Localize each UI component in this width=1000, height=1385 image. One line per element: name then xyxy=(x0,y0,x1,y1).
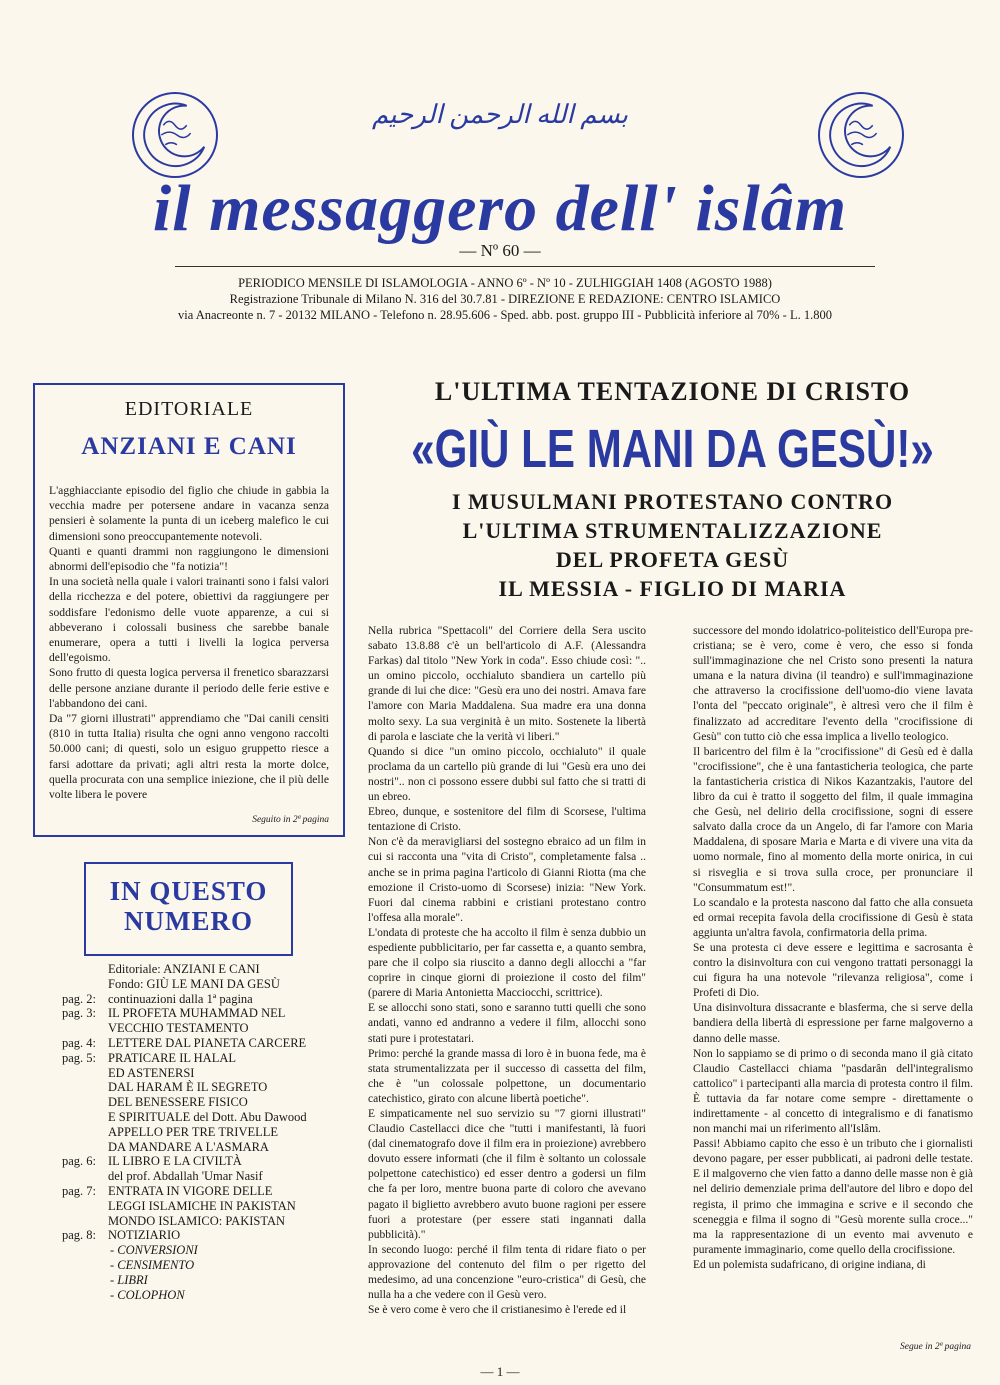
toc-page-ref: pag. 6: xyxy=(62,1154,97,1169)
article-headline: «GIÙ LE MANI DA GESÙ!» xyxy=(411,419,934,479)
toc-row xyxy=(62,992,347,1007)
toc-item: PRATICARE IL HALAL xyxy=(108,1050,237,1065)
toc-page-ref: pag. 5: xyxy=(62,1050,97,1065)
toc-item: VECCHIO TESTAMENTO xyxy=(108,1021,249,1036)
toc-page-ref xyxy=(62,977,108,992)
toc-page-ref xyxy=(62,1080,108,1095)
publication-info xyxy=(160,275,850,323)
subheadline-line: I MUSULMANI PROTESTANO CONTRO xyxy=(451,489,894,514)
toc-row xyxy=(62,1214,347,1229)
toc-page-ref: pag. 2: xyxy=(62,991,97,1006)
editorial-label: EDITORIALE xyxy=(124,398,254,420)
pub-info-line: via Anacreonte n. 7 - 20132 MILANO - Telefono n. 28.95.606 - Sped. abb. post. gruppo III - Pubblicità inferiore al 70% - L. 1.800 xyxy=(178,308,832,322)
toc-item: APPELLO PER TRE TRIVELLE xyxy=(108,1124,279,1139)
editorial-paragraph: Quanti e quanti drammi non raggiungono le dimensioni abnormi dell'episodio che "fa notizia"! xyxy=(49,544,329,574)
toc-item: DEL BENESSERE FISICO xyxy=(108,1095,248,1110)
toc-item: del prof. Abdallah 'Umar Nasif xyxy=(108,1169,263,1184)
article-paragraph: Non c'è da meravigliarsi del sostegno ebraico ad un film in cui si racconta una "vita di Cristo", completamente falsa .. anche se in prima pagina l'articolo di Gianni Riotta (ma che emozione il Cristo-uomo di Scorsese) inizia: "New York. Fuori dal cinema rabbini e cristiani protestano contro l'offesa alla morale". xyxy=(368,836,646,924)
article-continued: Segue in 2ª pagina xyxy=(900,1342,971,1352)
article-paragraph: Primo: perché la grande massa di loro è in buona fede, ma è stata strumentalizzata per il successo di cassetta del film, che è "un colossale polpettone, un documentario catechistico, girato con alcune libertà poetiche". xyxy=(368,1047,646,1105)
toc-row xyxy=(62,1243,347,1258)
toc-row xyxy=(62,1021,347,1036)
toc-row xyxy=(62,1066,347,1081)
toc-title-line: NUMERO xyxy=(124,906,253,936)
toc-item: - COLOPHON xyxy=(110,1287,185,1302)
toc-title-line: IN QUESTO xyxy=(109,876,268,906)
toc-row xyxy=(62,1154,347,1169)
article-paragraph: Non lo sappiamo se di primo o di seconda mano il già citato Claudio Castellacci chiama "pasdarân dell'integralismo cattolico" i partecipanti alla marcia di protesta contro il film. È tuttavia da far notare come sempre - direttamente o indirettamente - al concetto di integralismo e di fanatismo non manchi mai un riferimento all'Islâm. xyxy=(693,1047,973,1136)
toc-page-ref xyxy=(62,1214,108,1229)
toc-row xyxy=(62,1095,347,1110)
toc-item: LEGGI ISLAMICHE IN PAKISTAN xyxy=(108,1198,296,1213)
toc-item: - CONVERSIONI xyxy=(110,1243,198,1258)
toc-row xyxy=(62,1110,347,1125)
masthead-rule xyxy=(175,266,875,267)
toc-row xyxy=(62,1006,347,1021)
pub-info-line: PERIODICO MENSILE DI ISLAMOLOGIA - ANNO 6º - Nº 10 - ZULHIGGIAH 1408 (AGOSTO 1988) xyxy=(238,276,772,290)
article-paragraph: Una disinvoltura dissacrante e blasferma, che si serve della bandiera della libertà di espressione per farne malgoverno a danno delle masse. xyxy=(693,1002,973,1045)
article-kicker: L'ULTIMA TENTAZIONE DI CRISTO xyxy=(434,377,911,406)
toc-item: Fondo: GIÙ LE MANI DA GESÙ xyxy=(108,976,280,991)
article-paragraph: Quando si dice "un omino piccolo, occhialuto" il quale proclama da un cartello più grande di lui "Gesù era uno dei nostri".. non ci possono essere dubbi sul fatto che si tratti di un ebreo. xyxy=(368,745,646,804)
toc-title xyxy=(86,876,291,936)
pub-info-line: Registrazione Tribunale di Milano N. 316 del 30.7.81 - DIREZIONE E REDAZIONE: CENTRO ISLAMICO xyxy=(229,292,781,306)
article-paragraph: Il baricentro del film è la "crocifissione" di Gesù ed è dalla "crocifissione", che è una fantasticheria teologica, che parte la fantasticheria cristica di Nikos Kazantzakis, l'autore del libro da cui è tratto il soggetto del film, il quale immagina che Gesù, nel delirio della crocifissione, sogni di essere salvato dalla croce da un Angelo, di far l'amore con Maria Maddalena, di sposare Maria e Marta e di vivere una vita da uomo normale, fino al momento della morte onirica, in cui si risveglia e si trova sulla croce, per pronunciare il "Consummatum est!". xyxy=(693,745,973,894)
article-paragraph: Se una protesta ci deve essere e legittima e sacrosanta è contro la disinvoltura con cui vengono trattati personaggi la cui figura ha una notevole "rilevanza religiosa", come i Profeti di Dio. xyxy=(693,941,973,1000)
article-subheadline xyxy=(365,487,980,603)
toc-item: continuazioni dalla 1ª pagina xyxy=(108,991,253,1006)
editorial-paragraph: L'agghiacciante episodio del figlio che chiude in gabbia la vecchia madre per potersene andare in vacanza senza pensieri è solamente la punta di un iceberg malefico le cui dimensioni sono preoccupantemente notevoli. xyxy=(49,484,329,543)
toc-item: NOTIZIARIO xyxy=(108,1228,181,1243)
toc-row xyxy=(62,1199,347,1214)
toc-page-ref: pag. 4: xyxy=(62,1035,97,1050)
article-paragraph: Ed un polemista sudafricano, di origine indiana, di xyxy=(693,1258,926,1271)
editorial-paragraph: Sono frutto di questa logica perversa il frenetico sbarazzarsi delle persone anziane durante il periodo delle ferie estive e l'abbandono dei cani. xyxy=(49,666,329,710)
toc-page-ref: pag. 8: xyxy=(62,1228,97,1243)
article-paragraph: E simpaticamente nel suo servizio su "7 giorni illustrati" Claudio Castellacci dice che "tutti i manifestanti, là fuori (dal cinematografo dove il film era in proiezione) avrebbero dovuto essere informati (che il film è soltanto un colossale polpettone catechistico) ed esser dentro a godersi un film che fa per loro, mentre buona parte di coloro che avevano pagato il biglietto avrebbero avuto buone ragioni per essere fuori a protestare (per essere stati ingannati dalla pubblicità)." xyxy=(368,1108,646,1241)
article-paragraph: Lo scandalo e la protesta nascono dal fatto che alla consueta ed ormai recepita favola della crocifissione di Gesù è stata aggiunta un'altra favola, confirmatoria della prima. xyxy=(693,896,973,939)
toc-row xyxy=(62,1080,347,1095)
toc-item: - CENSIMENTO xyxy=(110,1257,195,1272)
masthead-title: il messaggero dell' islâm xyxy=(152,172,848,245)
article-paragraph: Passi! Abbiamo capito che esso è un tributo che i giornalisti devono pagare, per esser pubblicati, ai padroni delle testate. E il malgoverno che vien fatto a danno delle masse non è già nel delirio demenziale prima dell'autore del libro e dopo del regista, il primo che immagina e scrive e il secondo che sceneggia e filma il sogno di "Gesù morente sulla croce..." ma la rappresentazione di un evento mai avvenuto e puramente immaginario, come quello della crocifissione. xyxy=(693,1138,973,1256)
toc-page-ref xyxy=(62,1140,108,1155)
editorial-paragraph: Da "7 giorni illustrati" apprendiamo che "Dai canili censiti (810 in tutta Italia) risulta che ogni anno vengono raccolti 50.000 cani; di questi, solo un esiguo gruppetto riesce a farsi adottare da privati; agli altri resta la morte dolce, quella procurata con una semplice iniezione, che il più delle volte libera le povere xyxy=(49,712,329,802)
article-paragraph: In secondo luogo: perché il film tenta di ridare fiato o per approvazione del contenuto del film o per rigetto del medesimo, ad una concenzione "euro-cristica" di Gesù, che nulla ha a che vedere con il Gesù vero. xyxy=(368,1243,646,1302)
toc-item: IL LIBRO E LA CIVILTÀ xyxy=(108,1154,242,1169)
page-number: — 1 — xyxy=(480,1364,520,1379)
toc-item: Editoriale: ANZIANI E CANI xyxy=(108,962,260,976)
toc-item: ED ASTENERSI xyxy=(108,1065,195,1080)
toc-item: E SPIRITUALE del Dott. Abu Dawood xyxy=(108,1109,307,1124)
toc-item: - LIBRI xyxy=(110,1272,148,1287)
subheadline-line: DEL PROFETA GESÙ xyxy=(555,547,790,572)
toc-page-ref xyxy=(62,1243,108,1258)
article-column-1 xyxy=(368,624,646,1318)
toc-page-ref xyxy=(62,1125,108,1140)
editorial-box xyxy=(33,383,345,837)
toc-page-ref xyxy=(62,1021,108,1036)
toc-page-ref xyxy=(62,1095,108,1110)
toc-box xyxy=(84,862,293,956)
toc-row xyxy=(62,1051,347,1066)
toc-list xyxy=(62,962,347,1302)
toc-row xyxy=(62,1140,347,1155)
toc-row xyxy=(62,1169,347,1184)
article-paragraph: L'ondata di proteste che ha accolto il film è senza dubbio un espediente pubblicitario, per far cassetta e, a quanto sembra, pare che il colpo sia riuscito a danno degli allocchi a "far coprire in cinque giorni di proiezione il costo del film" (parere di Maria Antonietta Macciocchi, scrittrice). xyxy=(368,926,646,1000)
toc-item: MONDO ISLAMICO: PAKISTAN xyxy=(108,1213,286,1228)
toc-row xyxy=(62,1258,347,1273)
toc-row xyxy=(62,962,347,977)
subheadline-line: IL MESSIA - FIGLIO DI MARIA xyxy=(498,576,847,601)
issue-number: — Nº 60 — xyxy=(459,241,541,260)
toc-row xyxy=(62,1228,347,1243)
toc-row xyxy=(62,1273,347,1288)
article-paragraph: Ebreo, dunque, e sostenitore del film di Scorsese, l'ultima tentazione di Cristo. xyxy=(368,806,646,834)
editorial-continued: Seguito in 2ª pagina xyxy=(252,815,329,825)
toc-item: LETTERE DAL PIANETA CARCERE xyxy=(108,1035,307,1050)
subheadline-line: L'ULTIMA STRUMENTALIZZAZIONE xyxy=(462,518,883,543)
article-paragraph: Nella rubrica "Spettacoli" del Corriere della Sera uscito sabato 13.8.88 c'è un bell'articolo di A.F. (Alessandra Farkas) dal titolo "New York in coda". Esso chiude così: ".. un omino piccolo, occhialuto sbandiera un cartello più grande di lui che dice: "Gesù era uno dei nostri. Amava fare l'amore con Maria Maddalena. Sua madre era una donna molto sexy. La sua verginità è un mito. Sostenete la libertà di parola e lasciate che la verità vi liberi." xyxy=(368,625,646,743)
toc-row xyxy=(62,977,347,992)
toc-row xyxy=(62,1125,347,1140)
toc-page-ref: pag. 3: xyxy=(62,1006,97,1021)
toc-item: DA MANDARE A L'ASMARA xyxy=(108,1139,269,1154)
toc-row xyxy=(62,1288,347,1303)
editorial-paragraph: In una società nella quale i valori trainanti sono i falsi valori della ricchezza e del potere, obiettivi da raggiungere per soddisfare l'edonismo delle vuote apparenze, a cui si abbeverano i colossali business che sarebbe banale enumerare, opera a tutti i livelli la logica perversa dell'egoismo. xyxy=(49,575,329,665)
basmala: بسم الله الرحمن الرحيم xyxy=(371,100,629,129)
toc-page-ref: pag. 7: xyxy=(62,1183,97,1198)
toc-page-ref xyxy=(62,1273,108,1288)
toc-item: ENTRATA IN VIGORE DELLE xyxy=(108,1183,273,1198)
toc-item: DAL HARAM È IL SEGRETO xyxy=(108,1080,268,1095)
editorial-title: ANZIANI E CANI xyxy=(81,433,297,460)
toc-page-ref xyxy=(62,962,108,977)
toc-item: IL PROFETA MUHAMMAD NEL xyxy=(108,1006,286,1021)
toc-page-ref xyxy=(62,1066,108,1081)
article-paragraph: successore del mondo idolatrico-politeistico dell'Europa pre-cristiana; se è vero, come è vero, che esso si fonda sull'immaginazione che nel Cristo sono presenti la natura umana e la natura divina (il teandro) e sull'immaginazione che attraverso la crocifissione dell'uomo-dio viene lavata l'onta del "peccato originale", è altresì vero che il film è finalizzato ad accreditare l'evento della "crocifissione di Gesù" con tutto ciò che essa implica a livello teologico. xyxy=(693,625,973,743)
toc-row xyxy=(62,1036,347,1051)
toc-page-ref xyxy=(62,1169,108,1184)
editorial-body xyxy=(49,483,329,802)
article-paragraph: E se allocchi sono stati, sono e saranno tutti quelli che sono andati, vanno ed andranno a vedere il film, allocchi sono stati pure i protestatari. xyxy=(368,1002,646,1045)
toc-page-ref xyxy=(62,1110,108,1125)
toc-page-ref xyxy=(62,1288,108,1303)
article-paragraph: Se è vero come è vero che il cristianesimo è l'erede ed il xyxy=(368,1304,627,1317)
toc-row xyxy=(62,1184,347,1199)
toc-page-ref xyxy=(62,1199,108,1214)
toc-page-ref xyxy=(62,1258,108,1273)
article-column-2 xyxy=(693,624,973,1273)
